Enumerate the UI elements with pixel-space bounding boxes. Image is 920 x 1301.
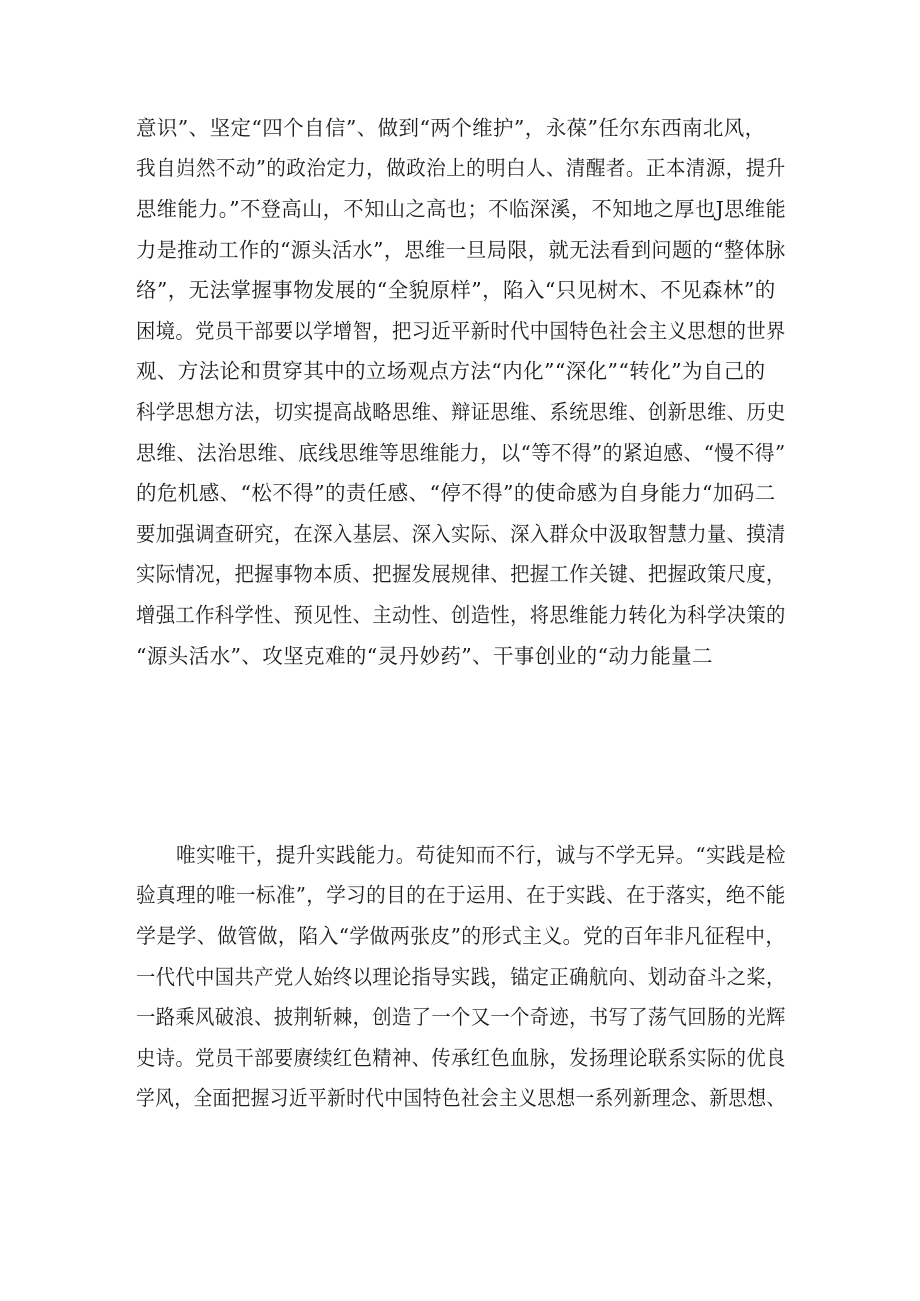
- paragraph-line: 学风，全面把握习近平新时代中国特色社会主义思想一系列新理念、新思想、: [136, 1086, 786, 1110]
- paragraph-line: 史诗。党员干部要赓续红色精神、传承红色血脉，发扬理论联系实际的优良: [136, 1046, 786, 1070]
- paragraph-line: 增强工作科学性、预见性、主动性、创造性，将思维能力转化为科学决策的: [136, 603, 786, 627]
- paragraph-line: 学是学、做管做，陷入“学做两张皮”的形式主义。党的百年非凡征程中，: [136, 924, 786, 948]
- paragraph-line: 意识”、坚定“四个自信”、做到“两个维护”，永葆”任尔东西南北风，: [136, 116, 766, 140]
- paragraph-line: 力是推动工作的“源头活水”，思维一旦局限，就无法看到问题的“整体脉: [136, 238, 786, 262]
- paragraph-line: 的危机感、“松不得”的责任感、“停不得”的使命感为自身能力“加码二: [136, 481, 776, 505]
- paragraph-line: 科学思想方法，切实提高战略思维、辩证思维、系统思维、创新思维、历史: [136, 400, 786, 424]
- paragraph-first-line: 唯实唯干，提升实践能力。苟徒知而不行，诚与不学无异。“实践是检: [176, 843, 786, 867]
- paragraph-line: 要加强调查研究，在深入基层、深入实际、深入群众中汲取智慧力量、摸清: [136, 522, 786, 546]
- paragraph-line: 困境。党员干部要以学增智，把习近平新时代中国特色社会主义思想的世界: [136, 319, 786, 343]
- paragraph-line: 络”，无法掌握事物发展的“全貌原样”，陷入“只见树木、不见森林”的: [136, 278, 776, 302]
- paragraph-line: 验真理的唯一标准”，学习的目的在于运用、在于实践、在于落实，绝不能: [136, 883, 786, 907]
- paragraph-line: 观、方法论和贯穿其中的立场观点方法“内化”“深化”“转化”为自己的: [136, 359, 766, 383]
- paragraph-line: 思维能力。”不登高山，不知山之高也；不临深溪，不知地之厚也J思维能: [136, 197, 787, 221]
- paragraph-line: 实际情况，把握事物本质、把握发展规律、把握工作关键、把握政策尺度，: [136, 562, 786, 586]
- paragraph-line: “源头活水”、攻坚克难的“灵丹妙药”、干事创业的“动力能量二: [136, 644, 713, 668]
- paragraph-line: 我自岿然不动”的政治定力，做政治上的明白人、清醒者。正本清源，提升: [136, 156, 786, 180]
- paragraph-line: 一路乘风破浪、披荆斩棘，创造了一个又一个奇迹，书写了荡气回肠的光辉: [136, 1005, 786, 1029]
- paragraph-line: 思维、法治思维、底线思维等思维能力，以“等不得”的紧迫感、“慢不得”: [136, 441, 786, 465]
- paragraph-line: 一代代中国共产党人始终以理论指导实践，锚定正确航向、划动奋斗之桨，: [136, 965, 786, 989]
